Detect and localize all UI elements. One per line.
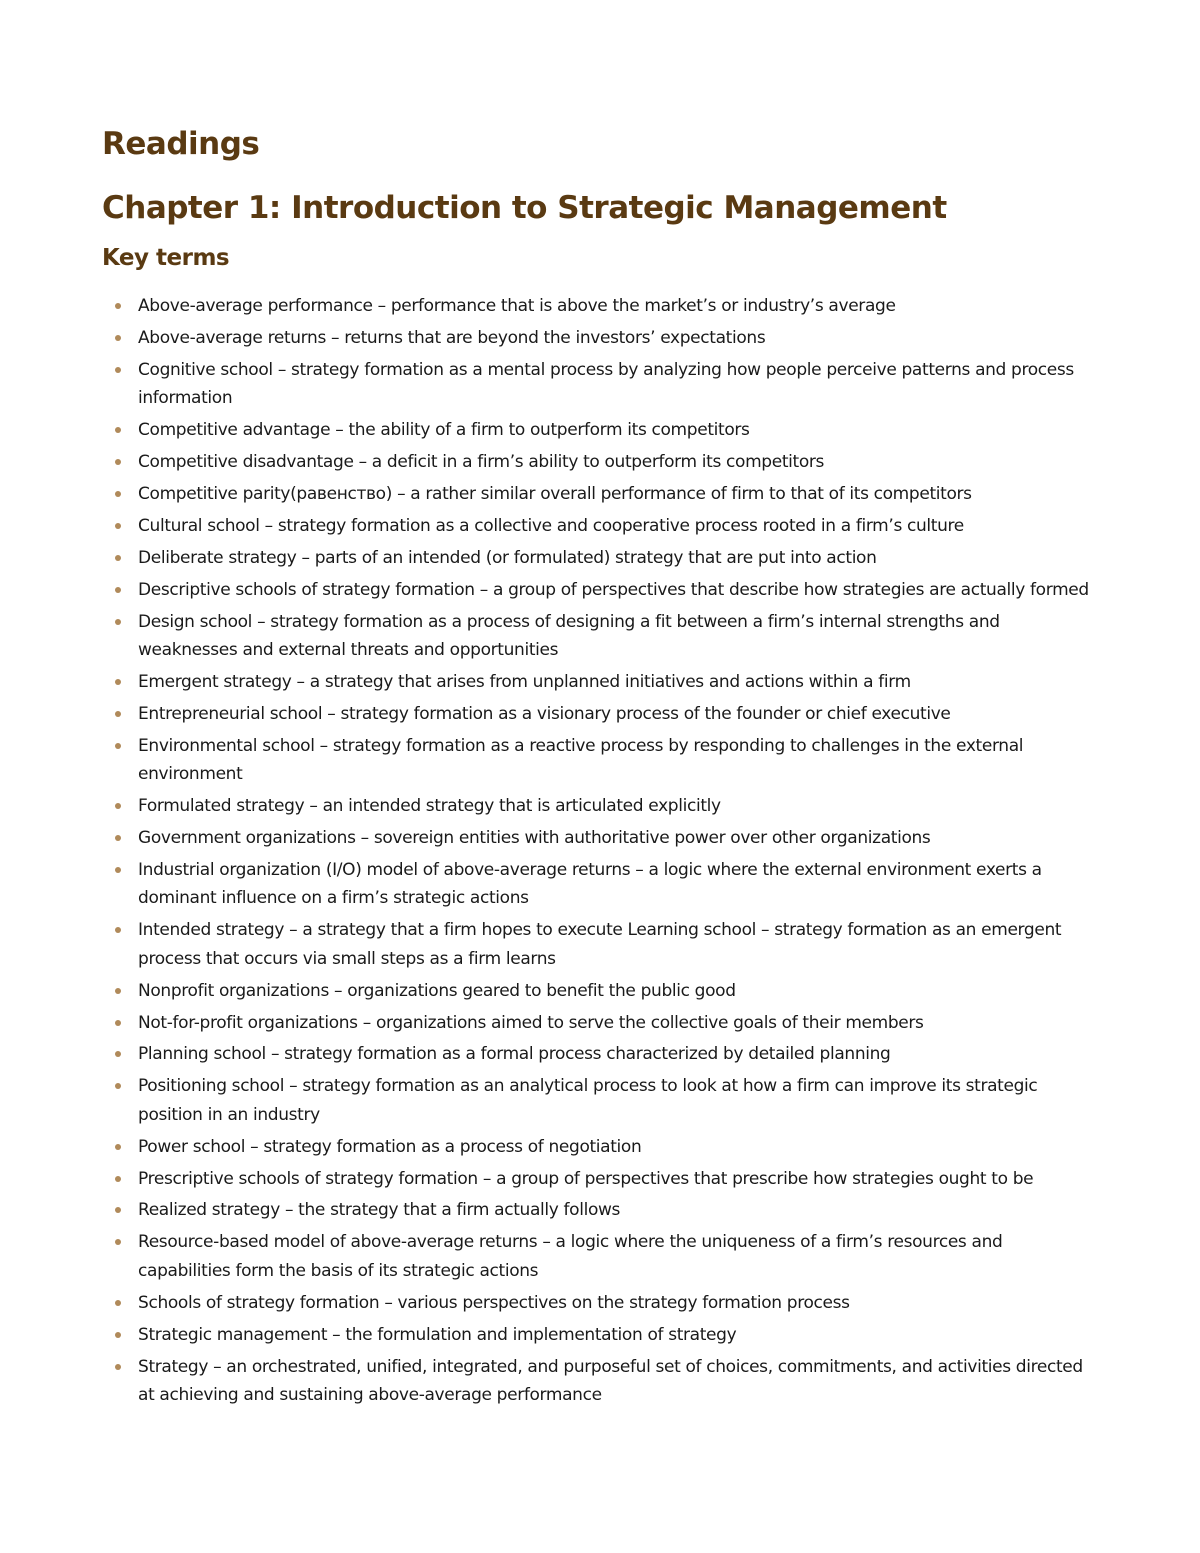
bullet-icon bbox=[115, 1083, 121, 1089]
bullet-icon bbox=[115, 1207, 121, 1213]
term-text: Formulated strategy – an intended strategy that is articulated explicitly bbox=[138, 796, 721, 817]
list-item bbox=[102, 916, 1098, 973]
bullet-icon bbox=[115, 988, 121, 994]
bullet-icon bbox=[115, 927, 121, 933]
term-text: Design school – strategy formation as a process of designing a fit between a firm’s internal strengths and weaknesses and external threats and opportunities bbox=[138, 611, 1000, 661]
bullet-icon bbox=[115, 523, 121, 529]
term-text: Resource-based model of above-average returns – a logic where the uniqueness of a firm’s resources and capabilities form the basis of its strategic actions bbox=[138, 1232, 1003, 1281]
list-item bbox=[102, 1196, 1098, 1225]
term-text: Strategic management – the formulation and implementation of strategy bbox=[138, 1324, 737, 1345]
term-text: Entrepreneurial school – strategy formation as a visionary process of the founder or chief executive bbox=[138, 703, 951, 724]
list-item bbox=[102, 448, 1098, 477]
term-text: Schools of strategy formation – various perspectives on the strategy formation process bbox=[138, 1292, 850, 1313]
bullet-icon bbox=[115, 1051, 121, 1057]
term-text: Competitive parity(равенство) – a rather similar overall performance of firm to that of its competitors bbox=[138, 483, 972, 504]
list-item bbox=[102, 1353, 1098, 1410]
bullet-icon bbox=[115, 459, 121, 465]
list-item bbox=[102, 824, 1098, 853]
bullet-icon bbox=[115, 1176, 121, 1182]
list-item bbox=[102, 977, 1098, 1006]
bullet-icon bbox=[115, 1239, 121, 1245]
term-text: Environmental school – strategy formation as a reactive process by responding to challenges in the external environment bbox=[138, 735, 1024, 785]
document-content bbox=[102, 122, 1098, 1413]
bullet-icon bbox=[115, 303, 121, 309]
term-text: Not-for-profit organizations – organizations aimed to serve the collective goals of their members bbox=[138, 1012, 924, 1033]
list-item bbox=[102, 416, 1098, 445]
bullet-icon bbox=[115, 1364, 121, 1370]
list-item bbox=[102, 292, 1098, 321]
list-item bbox=[102, 1040, 1098, 1069]
bullet-icon bbox=[115, 427, 121, 433]
term-text: Realized strategy – the strategy that a firm actually follows bbox=[138, 1200, 621, 1221]
list-item bbox=[102, 1321, 1098, 1350]
bullet-icon bbox=[115, 1300, 121, 1306]
bullet-icon bbox=[115, 679, 121, 685]
term-text: Competitive disadvantage – a deficit in a firm’s ability to outperform its competitors bbox=[138, 452, 825, 473]
term-text: Industrial organization (I/O) model of above-average returns – a logic where the external environment exerts a dominant influence on a firm’s strategic actions bbox=[138, 859, 1042, 909]
bullet-icon bbox=[115, 587, 121, 593]
list-item bbox=[102, 544, 1098, 573]
bullet-icon bbox=[115, 743, 121, 749]
term-text: Cognitive school – strategy formation as a mental process by analyzing how people perceive patterns and process information bbox=[138, 359, 1074, 409]
list-item bbox=[102, 1133, 1098, 1162]
term-text: Intended strategy – a strategy that a firm hopes to execute Learning school – strategy formation as an emergent process that occurs via small steps as a firm learns bbox=[138, 920, 1062, 969]
page-title: Readings bbox=[102, 126, 260, 162]
term-text: Nonprofit organizations – organizations geared to benefit the public good bbox=[138, 980, 736, 1001]
chapter-heading: Chapter 1: Introduction to Strategic Management bbox=[102, 190, 947, 226]
bullet-icon bbox=[115, 835, 121, 841]
bullet-icon bbox=[115, 335, 121, 341]
bullet-icon bbox=[115, 367, 121, 373]
bullet-icon bbox=[115, 619, 121, 625]
bullet-icon bbox=[115, 867, 121, 873]
term-text: Above-average returns – returns that are beyond the investors’ expectations bbox=[138, 327, 766, 348]
term-text: Planning school – strategy formation as a formal process characterized by detailed planning bbox=[138, 1044, 891, 1065]
list-item bbox=[102, 576, 1098, 605]
term-text: Competitive advantage – the ability of a firm to outperform its competitors bbox=[138, 420, 750, 441]
term-text: Cultural school – strategy formation as a collective and cooperative process rooted in a firm’s culture bbox=[138, 515, 964, 536]
list-item bbox=[102, 856, 1098, 913]
term-text: Strategy – an orchestrated, unified, integrated, and purposeful set of choices, commitments, and activities directed at achieving and sustaining above-average performance bbox=[138, 1356, 1083, 1406]
list-item bbox=[102, 480, 1098, 509]
list-item bbox=[102, 512, 1098, 541]
bullet-icon bbox=[115, 491, 121, 497]
section-heading: Key terms bbox=[102, 245, 230, 271]
term-text: Prescriptive schools of strategy formation – a group of perspectives that prescribe how strategies ought to be bbox=[138, 1168, 1034, 1189]
list-item bbox=[102, 1165, 1098, 1194]
list-item bbox=[102, 792, 1098, 821]
list-item bbox=[102, 1072, 1098, 1129]
list-item bbox=[102, 1289, 1098, 1318]
bullet-icon bbox=[115, 803, 121, 809]
bullet-icon bbox=[115, 1144, 121, 1150]
list-item bbox=[102, 668, 1098, 697]
bullet-icon bbox=[115, 1332, 121, 1338]
list-item bbox=[102, 1009, 1098, 1038]
term-text: Government organizations – sovereign entities with authoritative power over other organizations bbox=[138, 827, 931, 848]
bullet-icon bbox=[115, 711, 121, 717]
list-item bbox=[102, 356, 1098, 413]
term-text: Deliberate strategy – parts of an intended (or formulated) strategy that are put into action bbox=[138, 547, 877, 568]
list-item bbox=[102, 1228, 1098, 1285]
term-text: Positioning school – strategy formation as an analytical process to look at how a firm can improve its strategic position in an industry bbox=[138, 1076, 1038, 1125]
bullet-icon bbox=[115, 555, 121, 561]
term-text: Descriptive schools of strategy formation – a group of perspectives that describe how strategies are actually formed bbox=[138, 579, 1089, 600]
term-text: Above-average performance – performance that is above the market’s or industry’s average bbox=[138, 296, 896, 316]
list-item bbox=[102, 700, 1098, 729]
key-terms-list bbox=[102, 292, 1098, 1410]
list-item bbox=[102, 732, 1098, 789]
list-item bbox=[102, 324, 1098, 353]
term-text: Power school – strategy formation as a process of negotiation bbox=[138, 1136, 642, 1157]
bullet-icon bbox=[115, 1020, 121, 1026]
term-text: Emergent strategy – a strategy that arises from unplanned initiatives and actions within a firm bbox=[138, 671, 911, 692]
list-item bbox=[102, 608, 1098, 665]
